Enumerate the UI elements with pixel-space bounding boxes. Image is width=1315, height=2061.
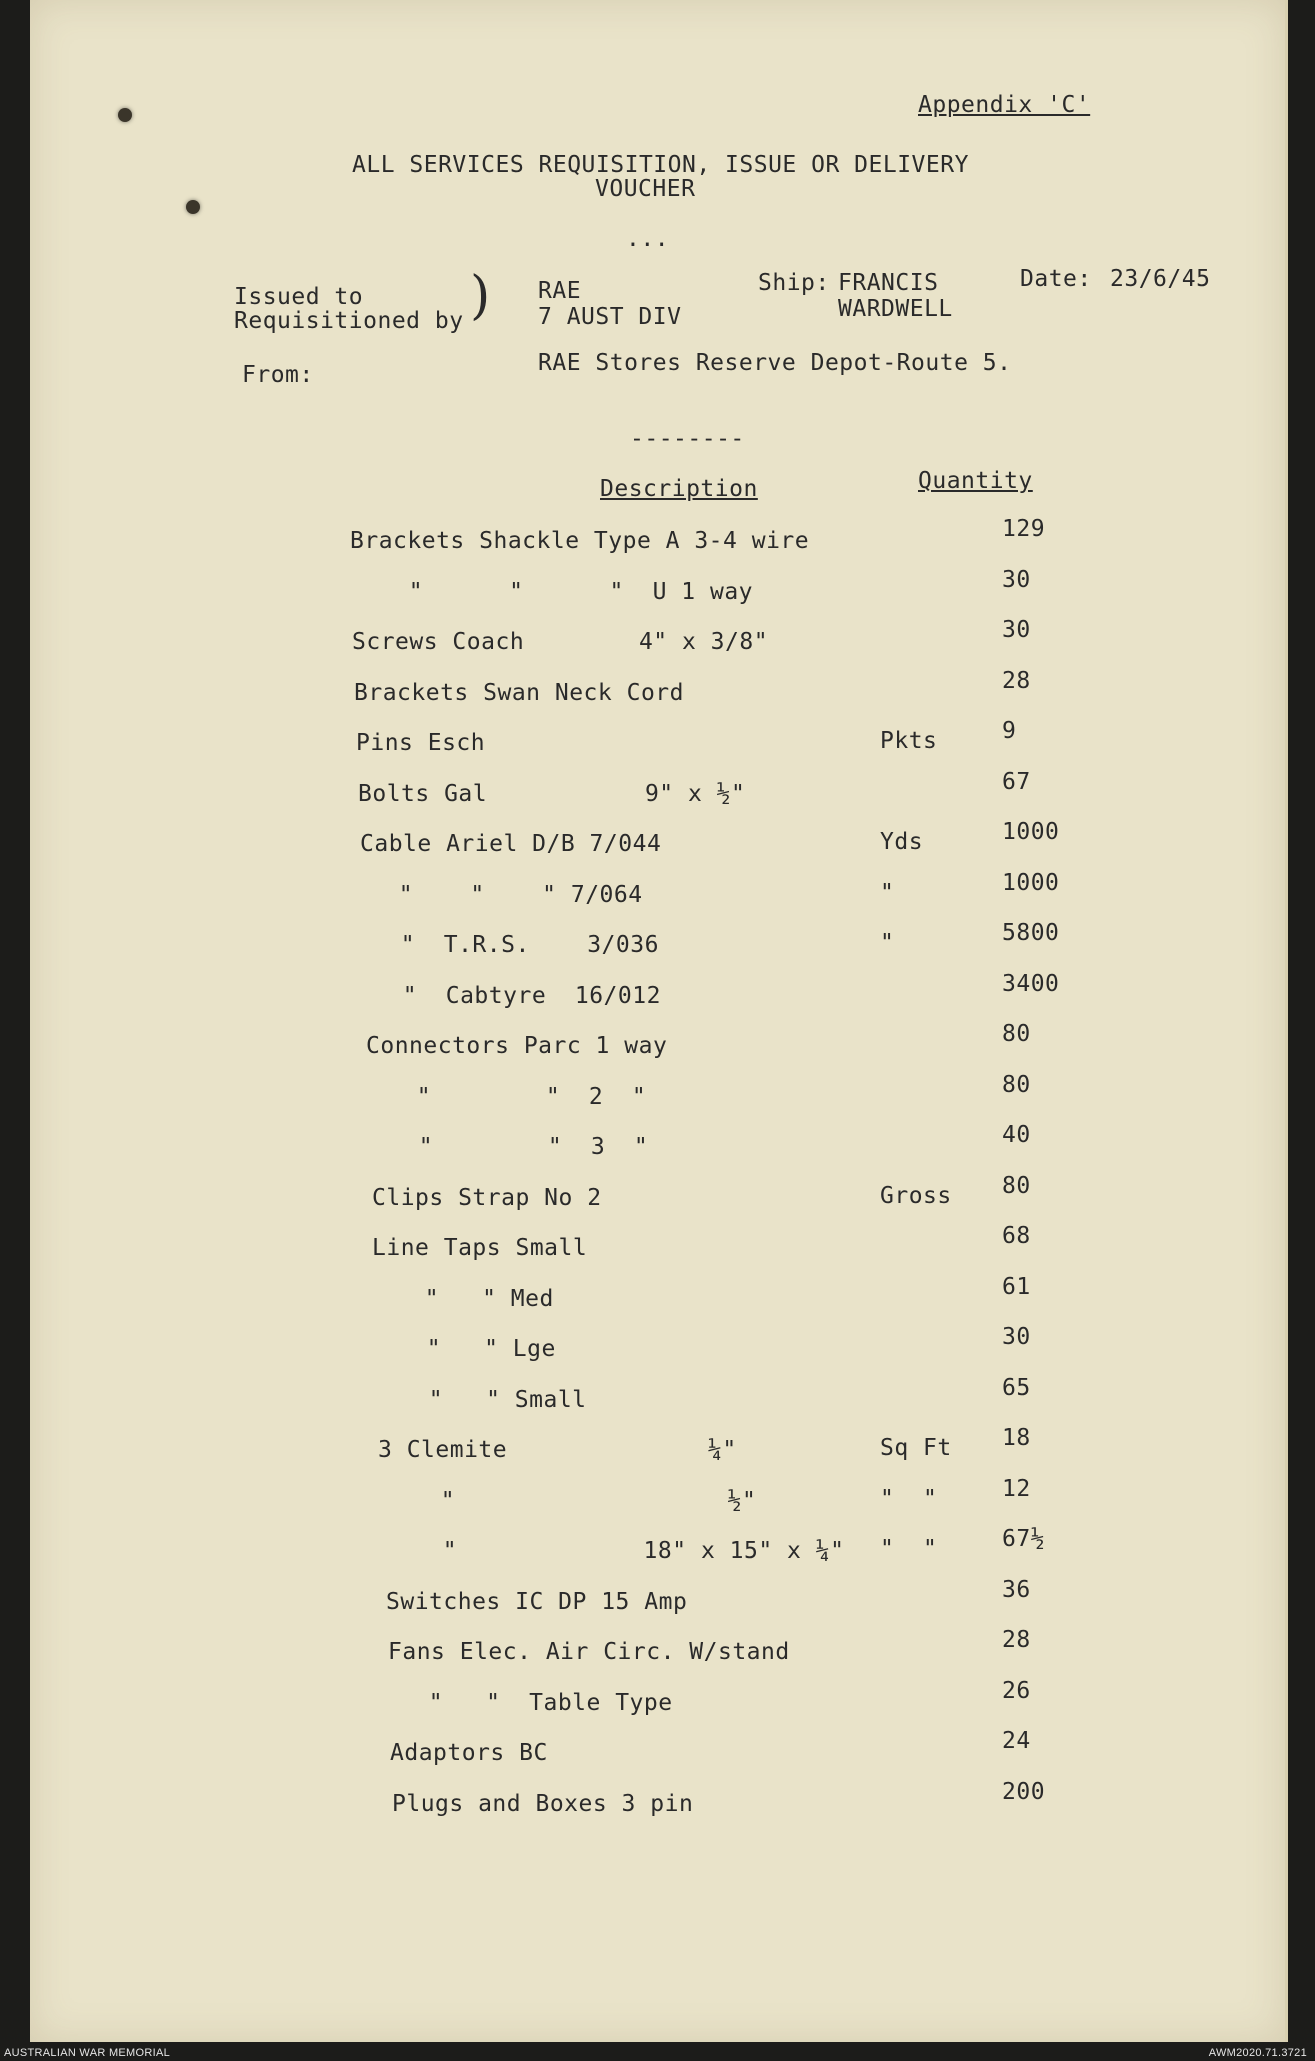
ship-value-1: FRANCIS: [838, 270, 939, 296]
item-quantity: 67½: [1002, 1526, 1046, 1552]
item-description: " " " U 1 way: [380, 578, 754, 605]
item-unit: Yds: [880, 829, 924, 855]
item-description: " " 2 ": [388, 1083, 647, 1110]
item-quantity: 30: [1002, 566, 1031, 593]
date-label: Date:: [1020, 266, 1092, 292]
item-unit: ": [880, 930, 895, 956]
item-quantity: 30: [1002, 617, 1031, 643]
item-quantity: 5800: [1002, 920, 1060, 946]
item-quantity: 129: [1002, 516, 1046, 542]
item-description: " " Med: [396, 1285, 554, 1312]
item-description: Cable Ariel D/B 7/044: [360, 831, 662, 857]
item-description: " " Lge: [398, 1336, 556, 1362]
ship-label: Ship:: [758, 270, 830, 296]
item-quantity: 1000: [1002, 869, 1060, 896]
punch-hole-icon: [186, 200, 200, 214]
item-quantity: 24: [1002, 1728, 1031, 1754]
document-page: [30, 0, 1288, 2042]
item-quantity: 1000: [1002, 819, 1060, 845]
item-quantity: 80: [1002, 1021, 1031, 1047]
item-description: Clips Strap No 2: [372, 1184, 602, 1211]
item-description: Fans Elec. Air Circ. W/stand: [388, 1639, 790, 1665]
item-quantity: 36: [1002, 1576, 1031, 1603]
item-quantity: 40: [1002, 1122, 1031, 1148]
item-description: " 18" x 15" x ¼": [414, 1538, 845, 1564]
footer-left: AUSTRALIAN WAR MEMORIAL: [4, 2047, 171, 2059]
from-label: From:: [242, 362, 314, 388]
item-description: " " " 7/064: [370, 881, 643, 908]
item-description: " Cabtyre 16/012: [374, 982, 661, 1009]
item-description: " T.R.S. 3/036: [372, 932, 659, 958]
item-quantity: 28: [1002, 1627, 1031, 1653]
item-description: " " Small: [400, 1386, 587, 1413]
item-description: 3 Clemite ¼": [378, 1437, 737, 1463]
footer-right: AWM2020.71.3721: [1208, 2047, 1307, 2059]
item-quantity: 9: [1002, 718, 1017, 744]
from-value: RAE Stores Reserve Depot-Route 5.: [538, 350, 1012, 376]
item-description: Adaptors BC: [390, 1740, 548, 1766]
separator-dots: ...: [626, 226, 670, 252]
issued-to-value-2: 7 AUST DIV: [538, 304, 682, 330]
title-line-2: VOUCHER: [595, 176, 696, 202]
requisitioned-by-label: Requisitioned by: [234, 308, 464, 334]
item-quantity: 3400: [1002, 970, 1060, 997]
item-quantity: 68: [1002, 1223, 1031, 1249]
item-unit: " ": [880, 1485, 938, 1512]
ship-value-2: WARDWELL: [838, 296, 953, 322]
brace-icon: ): [470, 266, 491, 326]
item-quantity: 80: [1002, 1172, 1031, 1199]
item-quantity: 80: [1002, 1071, 1031, 1098]
item-description: Bolts Gal 9" x ½": [358, 780, 746, 807]
item-quantity: 30: [1002, 1324, 1031, 1350]
item-unit: " ": [880, 1536, 938, 1562]
item-quantity: 26: [1002, 1677, 1031, 1704]
title-line-1: ALL SERVICES REQUISITION, ISSUE OR DELIVERY: [352, 152, 969, 178]
item-quantity: 200: [1002, 1778, 1046, 1805]
item-description: Connectors Parc 1 way: [366, 1033, 668, 1059]
item-description: Switches IC DP 15 Amp: [386, 1588, 688, 1615]
item-unit: Pkts: [880, 728, 938, 754]
item-quantity: 28: [1002, 667, 1031, 694]
item-description: " " 3 ": [390, 1134, 649, 1160]
item-quantity: 12: [1002, 1475, 1031, 1502]
item-quantity: 18: [1002, 1425, 1031, 1451]
item-quantity: 65: [1002, 1374, 1031, 1401]
item-unit: ": [880, 879, 895, 906]
item-unit: Gross: [880, 1182, 952, 1209]
description-header: Description: [600, 476, 758, 502]
dash-rule: --------: [630, 426, 745, 452]
issued-to-value-1: RAE: [538, 278, 582, 304]
item-quantity: 67: [1002, 768, 1031, 795]
date-value: 23/6/45: [1110, 266, 1211, 292]
quantity-header: Quantity: [918, 468, 1033, 494]
item-unit: Sq Ft: [880, 1435, 952, 1461]
item-description: " ½": [412, 1487, 757, 1514]
appendix-label: Appendix 'C': [918, 92, 1091, 118]
item-description: Brackets Shackle Type A 3-4 wire: [350, 528, 810, 554]
item-description: Pins Esch: [356, 730, 486, 756]
item-description: Plugs and Boxes 3 pin: [392, 1790, 694, 1817]
item-description: " " Table Type: [400, 1689, 673, 1716]
item-quantity: 61: [1002, 1273, 1031, 1300]
punch-hole-icon: [118, 108, 132, 122]
item-description: Brackets Swan Neck Cord: [354, 679, 684, 706]
issued-to-label: Issued to: [234, 284, 364, 310]
item-description: Line Taps Small: [372, 1235, 588, 1261]
item-description: Screws Coach 4" x 3/8": [352, 629, 769, 655]
